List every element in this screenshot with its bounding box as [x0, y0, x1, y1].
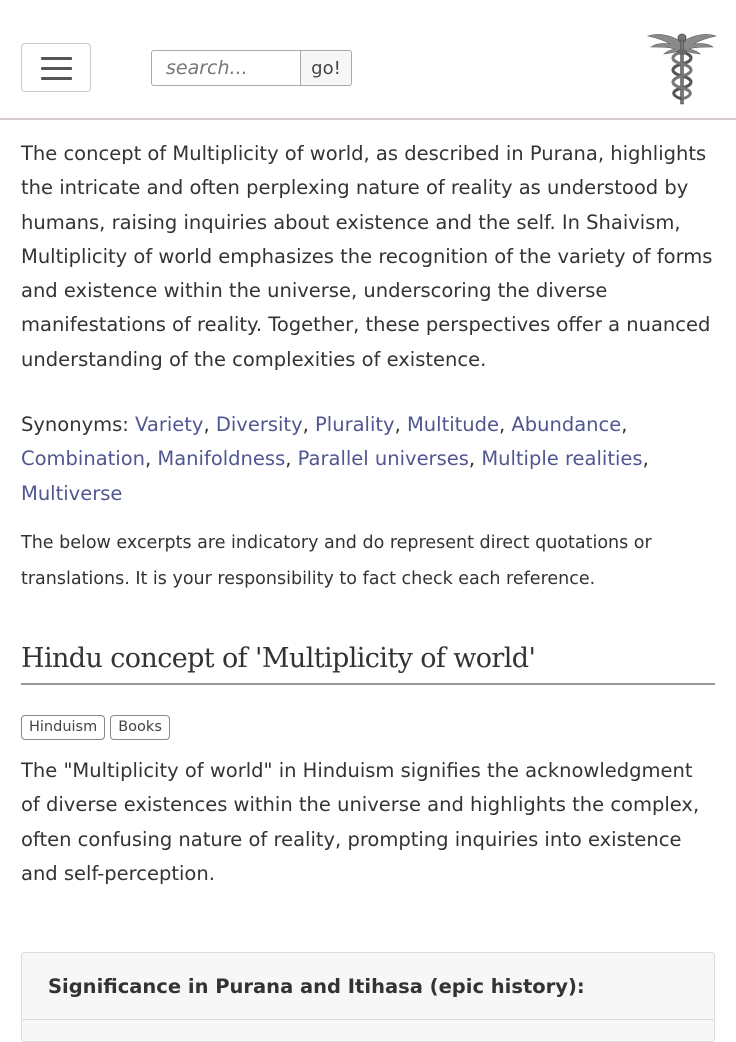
menu-bar	[41, 57, 72, 60]
synonym-link[interactable]: Parallel universes	[297, 447, 469, 471]
section-paragraph: The "Multiplicity of world" in Hinduism signifies the acknowledgment of diverse existences within the universe and highlights the complex, often confusing nature of reality, prompting inquiries into existence and self-perception.	[21, 758, 700, 885]
disclaimer-text: The below excerpts are indicatory and do represent direct quotations or translations. It is your responsibility to fact check each reference.	[21, 532, 652, 589]
menu-bar	[41, 67, 72, 70]
site-header	[0, 0, 736, 120]
significance-card	[21, 952, 715, 1042]
caduceus-logo-icon[interactable]	[644, 26, 720, 108]
intro-paragraph: The concept of Multiplicity of world, as described in Purana, highlights the intricate and often perplexing nature of reality as understood by humans, raising inquiries about existence and the self. In Shaivism, Multiplicity of world emphasizes the recognition of the variety of forms and existence within the universe, underscoring the diverse manifestations of reality. Together, these perspectives offer a nuanced understanding of the complexities of existence.	[21, 142, 713, 371]
synonyms-list: Synonyms: Variety, Diversity, Plurality, Multitude, Abundance, Combination, Manifoldness, Parallel universes, Multiple realities, Multiverse	[21, 413, 649, 505]
card-title: Significance in Purana and Itihasa (epic history):	[48, 975, 585, 998]
synonym-link[interactable]: Multitude	[406, 413, 500, 437]
search-go-button[interactable]: go!	[300, 50, 352, 86]
section-heading: Hindu concept of 'Multiplicity of world'	[21, 637, 715, 685]
synonym-link[interactable]: Variety	[135, 413, 204, 437]
main-content	[21, 137, 715, 891]
synonym-link[interactable]: Abundance	[511, 413, 622, 437]
card-divider	[22, 1019, 714, 1020]
synonym-link[interactable]: Multiple realities	[481, 447, 643, 471]
synonym-link[interactable]: Combination	[21, 447, 145, 471]
synonyms-label: Synonyms:	[21, 413, 129, 437]
tag-hinduism[interactable]: Hinduism	[21, 715, 105, 740]
synonym-link[interactable]: Multiverse	[21, 481, 123, 505]
tag-books[interactable]: Books	[110, 715, 170, 740]
search-input[interactable]	[151, 50, 301, 86]
synonym-link[interactable]: Manifoldness	[157, 447, 286, 471]
synonym-link[interactable]: Diversity	[215, 413, 303, 437]
tag-list	[21, 715, 715, 740]
hamburger-menu-button[interactable]	[21, 43, 91, 92]
menu-bar	[41, 77, 72, 80]
synonym-link[interactable]: Plurality	[315, 413, 395, 437]
